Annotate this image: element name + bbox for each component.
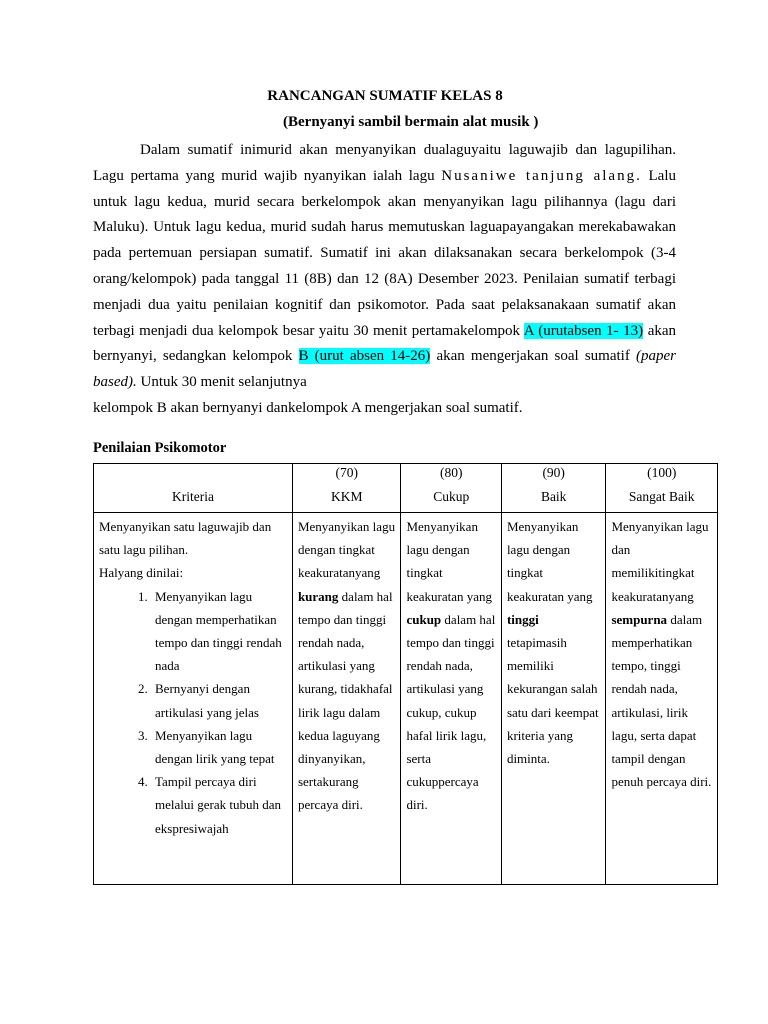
criteria-assessed-label: Halyang dinilai:: [99, 565, 184, 581]
document-subtitle: (Bernyanyi sambil bermain alat musik ): [283, 114, 539, 130]
rubric-table: [93, 463, 718, 885]
header-label: Cukup: [433, 489, 470, 504]
section-heading: Penilaian Psikomotor: [93, 440, 227, 456]
cell-text: dalam hal tempo dan tinggi rendah nada, artikulasi yang cukup, cukup hafal lirik lagu, serta cukuppercaya diri.: [406, 611, 496, 813]
intro-paragraph: [93, 138, 676, 422]
header-score: [94, 464, 292, 481]
list-item: 3. Menyanyikan lagu dengan lirik yang tepat: [151, 724, 287, 770]
cell-bold-text: sempurna: [611, 611, 668, 627]
header-kriteria: [94, 464, 293, 513]
header-score: (70): [335, 465, 358, 480]
header-sangat-baik: [606, 464, 718, 513]
highlight-group-b: B (urut absen 14-26): [298, 348, 431, 365]
cell-bold-text: kurang: [297, 588, 339, 604]
header-baik: [501, 464, 606, 513]
header-kkm: [292, 464, 401, 513]
baik-cell: [501, 513, 606, 885]
criteria-cell: [94, 513, 293, 885]
header-cukup: [401, 464, 501, 513]
header-label: Sangat Baik: [628, 489, 695, 504]
paragraph-text: akan mengerjakan soal sumatif: [436, 348, 630, 365]
list-item: 4. Tampil percaya diri melalui gerak tubuh dan ekspresiwajah: [151, 770, 287, 840]
header-score: (100): [647, 465, 677, 480]
table-header-row: [94, 464, 718, 513]
header-label: KKM: [330, 489, 363, 504]
criteria-list: [99, 585, 287, 840]
paragraph-last-line: kelompok B akan bernyanyi dankelompok A mengerjakan soal sumatif.: [93, 399, 523, 416]
cell-text: Menyanyikan lagu dengan tingkat keakuratanyang: [297, 519, 396, 581]
cell-text: tetapimasih memiliki kekurangan salah satu dari keempat kriteria yang diminta.: [506, 635, 599, 767]
paragraph-text: akan bernyanyi, sedangkan kelompok: [93, 322, 677, 365]
kkm-cell: [292, 513, 401, 885]
cukup-cell: [401, 513, 501, 885]
cell-text: Menyanyikan lagu dan memilikitingkat keakuratanyang: [611, 519, 709, 604]
cell-text: Menyanyikan lagu dengan tingkat keakuratan yang: [406, 519, 493, 604]
table-row: [94, 513, 718, 885]
document-title: RANCANGAN SUMATIF KELAS 8: [267, 88, 503, 104]
list-item: 2. Bernyanyi dengan artikulasi yang jelas: [151, 677, 287, 723]
highlight-group-a: A (urutabsen 1- 13): [523, 322, 644, 339]
song-title: Nusaniwe tanjung alang.: [441, 167, 642, 184]
paragraph-text: Dalam sumatif inimurid akan menyanyikan dualaguyaitu laguwajib dan lagupilihan. Lagu pertama yang murid wajib nyanyikan ialah lagu: [93, 142, 676, 184]
header-label: Kriteria: [171, 489, 214, 504]
criteria-intro: Menyanyikan satu laguwajib dan satu lagu pilihan.: [99, 519, 272, 558]
cell-text: Menyanyikan lagu dengan tingkat keakuratan yang: [506, 519, 593, 604]
header-score: (80): [439, 465, 463, 480]
list-item: 1. Menyanyikan lagu dengan memperhatikan tempo dan tinggi rendah nada: [151, 585, 287, 678]
sangat-baik-cell: [606, 513, 718, 885]
paragraph-text: Lalu untuk lagu kedua, murid secara berkelompok akan menyanyikan lagu pilihannya (lagu dari Maluku). Untuk lagu kedua, murid sudah harus memutuskan laguapayangakan merekabawakan pada pertemuan persiapan sumatif. Sumatif ini akan dilaksanakan secara berkelompok (3-4 orang/kelompok) pada tanggal 11 (8B) dan 12 (8A) Desember 2023. Penilaian sumatif terbagi menjadi dua yaitu penilaian kognitif dan psikomotor. Pada saat pelaksanakaan sumatif akan terbagi menjadi dua kelompok besar yaitu 30 menit pertamakelompok: [93, 167, 676, 339]
cell-text: dalam memperhatikan tempo, tinggi rendah nada, artikulasi, lirik lagu, serta dapat tampil dengan penuh percaya diri.: [611, 611, 712, 790]
paragraph-text: Untuk 30 menit selanjutnya: [140, 374, 307, 391]
cell-bold-text: cukup: [406, 611, 442, 627]
header-label: Baik: [540, 489, 567, 504]
cell-bold-text: tinggi: [506, 611, 539, 627]
paragraph-italic: (paper based).: [93, 348, 676, 391]
header-score: (90): [542, 465, 565, 480]
cell-text: dalam hal tempo dan tinggi rendah nada, artikulasi yang kurang, tidakhafal lirik lagu dalam kedua laguyang dinyanyikan, sertakurang percaya diri.: [297, 588, 393, 813]
